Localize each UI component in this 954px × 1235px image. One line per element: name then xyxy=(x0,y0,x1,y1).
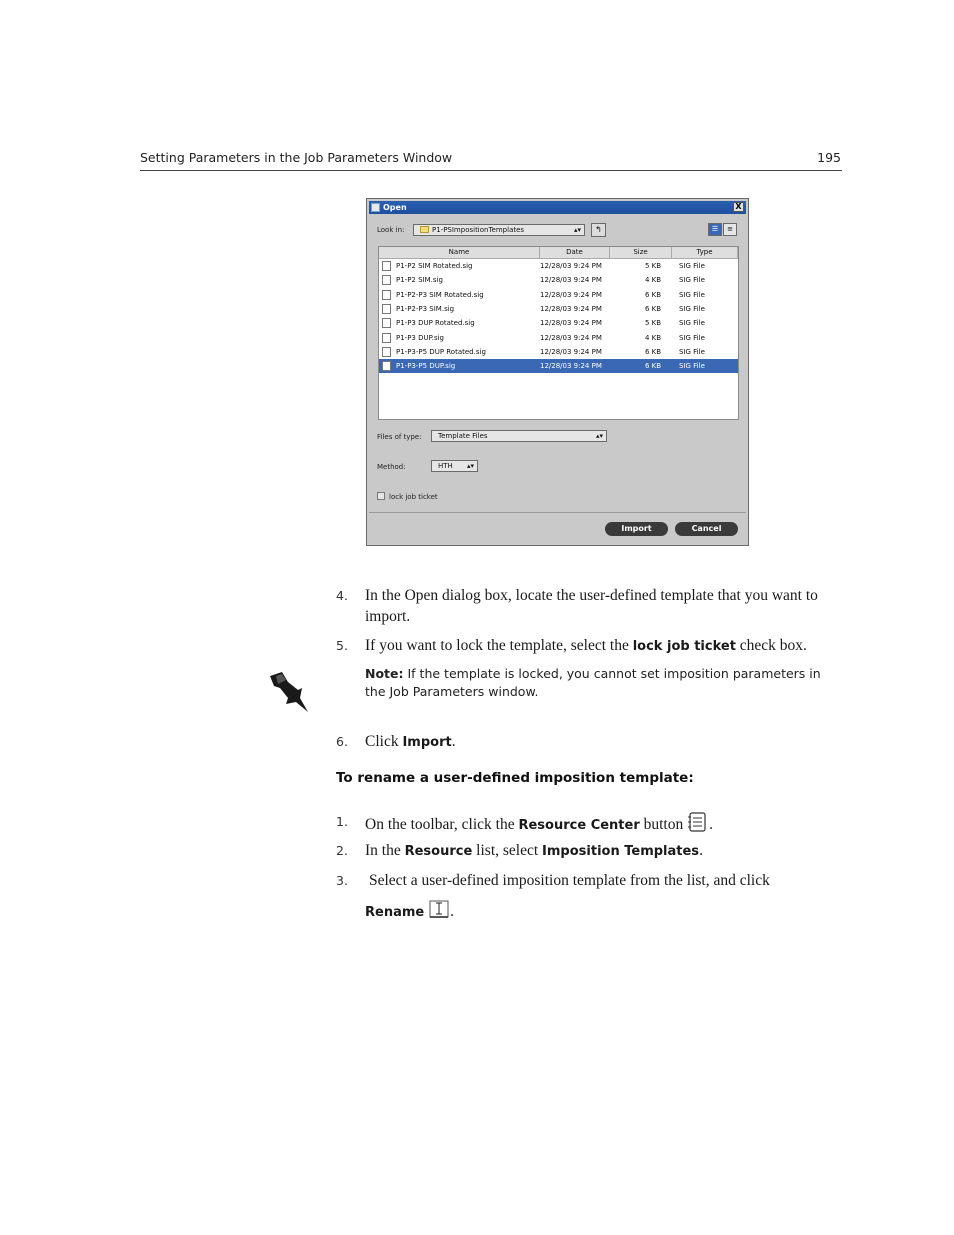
file-size: 5 KB xyxy=(645,262,662,270)
text-run: button xyxy=(639,816,688,833)
list-view-icon: ☰ xyxy=(711,225,719,233)
step-number: 3. xyxy=(336,873,348,888)
text-run: . xyxy=(450,903,454,920)
file-name: P1-P3-P5 DUP Rotated.sig xyxy=(396,347,486,356)
combo-arrows-icon: ▴▾ xyxy=(466,462,474,470)
file-size: 6 KB xyxy=(645,362,662,371)
column-header-name[interactable]: Name xyxy=(379,247,540,259)
column-header-type[interactable]: Type xyxy=(672,247,738,259)
lock-job-ticket-label: lock job ticket xyxy=(389,493,438,501)
file-name: P1-P2 SIM Rotated.sig xyxy=(396,262,473,270)
file-icon xyxy=(382,261,391,271)
step-number: 6. xyxy=(336,734,348,749)
file-row[interactable] xyxy=(379,359,738,373)
note-label: Note: xyxy=(365,666,404,681)
column-header-date[interactable]: Date xyxy=(540,247,610,259)
file-size: 6 KB xyxy=(645,347,662,356)
file-date: 12/28/03 9:24 PM xyxy=(540,347,602,356)
text-run: . xyxy=(709,816,713,833)
column-header-size[interactable]: Size xyxy=(610,247,672,259)
note xyxy=(365,665,845,701)
file-icon xyxy=(382,333,391,343)
ui-term: Rename xyxy=(365,905,425,920)
file-size: 4 KB xyxy=(645,333,662,342)
file-type: SIG File xyxy=(679,290,705,299)
files-of-type-combo[interactable] xyxy=(431,430,607,442)
ui-term: Import xyxy=(402,735,452,750)
file-size: 5 KB xyxy=(645,319,662,328)
file-icon xyxy=(382,304,391,314)
file-date: 12/28/03 9:24 PM xyxy=(540,319,602,328)
up-arrow-icon: ↰ xyxy=(595,225,602,234)
folder-icon xyxy=(420,226,429,233)
details-view-icon: ≡ xyxy=(727,225,733,233)
file-type: SIG File xyxy=(679,362,705,371)
cancel-button[interactable]: Cancel xyxy=(675,522,738,536)
file-size: 6 KB xyxy=(645,290,662,299)
file-type: SIG File xyxy=(679,262,705,270)
file-date: 12/28/03 9:24 PM xyxy=(540,290,602,299)
step-text xyxy=(365,811,845,836)
look-in-value: P1-PSImpositionTemplates xyxy=(432,226,525,234)
file-type: SIG File xyxy=(679,304,705,313)
step-text: In the Open dialog box, locate the user-defined template that you want to import. xyxy=(365,587,818,625)
file-date: 12/28/03 9:24 PM xyxy=(540,362,602,371)
file-date: 12/28/03 9:24 PM xyxy=(540,262,602,270)
dialog-titlebar xyxy=(369,201,746,214)
close-button[interactable]: X xyxy=(733,202,744,212)
text-run: check box. xyxy=(735,637,807,654)
file-name: P1-P3-P5 DUP.sig xyxy=(396,362,456,371)
ui-term: Resource xyxy=(404,844,473,859)
step-number: 5. xyxy=(336,638,348,653)
page-number: 195 xyxy=(817,150,841,165)
file-row[interactable] xyxy=(379,331,738,345)
file-row[interactable] xyxy=(379,288,738,302)
file-icon xyxy=(382,290,391,300)
open-dialog xyxy=(366,198,749,546)
file-row[interactable] xyxy=(379,259,738,273)
file-name: P1-P3 DUP.sig xyxy=(396,333,445,342)
combo-arrows-icon: ▴▾ xyxy=(573,226,581,234)
file-size: 6 KB xyxy=(645,304,662,313)
app-icon xyxy=(371,203,380,212)
text-run: . xyxy=(699,842,703,859)
method-value: HTH xyxy=(438,462,453,470)
step-text xyxy=(365,635,845,657)
file-type: SIG File xyxy=(679,276,705,285)
step-number: 1. xyxy=(336,814,348,829)
file-row[interactable] xyxy=(379,273,738,287)
ui-term: Resource Center xyxy=(518,818,640,833)
pushpin-icon xyxy=(268,668,312,714)
file-name: P1-P2-P3 SIM.sig xyxy=(396,304,455,313)
file-row[interactable] xyxy=(379,302,738,316)
step-number: 2. xyxy=(336,843,348,858)
procedure-heading: To rename a user-defined imposition template: xyxy=(336,770,694,786)
text-run: . xyxy=(451,733,456,750)
text-run: list, select xyxy=(472,842,543,859)
lock-job-ticket-checkbox[interactable] xyxy=(377,492,385,500)
step-text xyxy=(365,898,845,923)
file-date: 12/28/03 9:24 PM xyxy=(540,304,602,313)
file-date: 12/28/03 9:24 PM xyxy=(540,276,602,285)
text-run: Click xyxy=(365,733,403,750)
file-row[interactable] xyxy=(379,316,738,330)
method-combo[interactable] xyxy=(431,460,478,472)
file-date: 12/28/03 9:24 PM xyxy=(540,333,602,342)
file-row[interactable] xyxy=(379,345,738,359)
file-icon xyxy=(382,275,391,285)
file-icon xyxy=(382,347,391,357)
file-name: P1-P3 DUP Rotated.sig xyxy=(396,319,475,328)
files-of-type-label: Files of type: xyxy=(377,433,422,441)
look-in-combo[interactable] xyxy=(413,224,585,236)
file-type: SIG File xyxy=(679,347,705,356)
file-icon xyxy=(382,318,391,328)
file-icon xyxy=(382,361,391,371)
step-text xyxy=(365,731,845,753)
dialog-separator xyxy=(369,512,746,513)
file-type: SIG File xyxy=(679,319,705,328)
rename-icon xyxy=(428,898,450,920)
file-name: P1-P2 SIM.sig xyxy=(396,276,443,285)
file-size: 4 KB xyxy=(645,276,662,285)
text-run: In the xyxy=(365,842,405,859)
note-text: If the template is locked, you cannot set imposition parameters in the Job Parameters window. xyxy=(365,666,821,699)
running-header-title: Setting Parameters in the Job Parameters Window xyxy=(140,150,453,165)
details-view-button[interactable] xyxy=(723,223,737,236)
step-text: Select a user-defined imposition template from the list, and click xyxy=(369,872,770,889)
header-rule xyxy=(140,170,842,171)
file-name: P1-P2-P3 SIM Rotated.sig xyxy=(396,290,484,299)
resource-center-icon xyxy=(687,811,709,833)
dialog-title: Open xyxy=(383,203,407,212)
files-of-type-value: Template Files xyxy=(438,432,488,440)
import-button[interactable]: Import xyxy=(605,522,668,536)
up-folder-button[interactable] xyxy=(591,223,606,237)
step-number: 4. xyxy=(336,588,348,603)
list-view-button[interactable] xyxy=(708,223,722,236)
ui-term: lock job ticket xyxy=(632,639,736,654)
file-type: SIG File xyxy=(679,333,705,342)
look-in-label: Look in: xyxy=(377,226,405,234)
method-label: Method: xyxy=(377,463,406,471)
combo-arrows-icon: ▴▾ xyxy=(595,432,603,440)
text-run: If you want to lock the template, select the xyxy=(365,637,633,654)
file-list[interactable] xyxy=(378,246,739,420)
text-run: On the toolbar, click the xyxy=(365,816,519,833)
ui-term: Imposition Templates xyxy=(542,844,700,859)
step-text xyxy=(365,840,845,862)
